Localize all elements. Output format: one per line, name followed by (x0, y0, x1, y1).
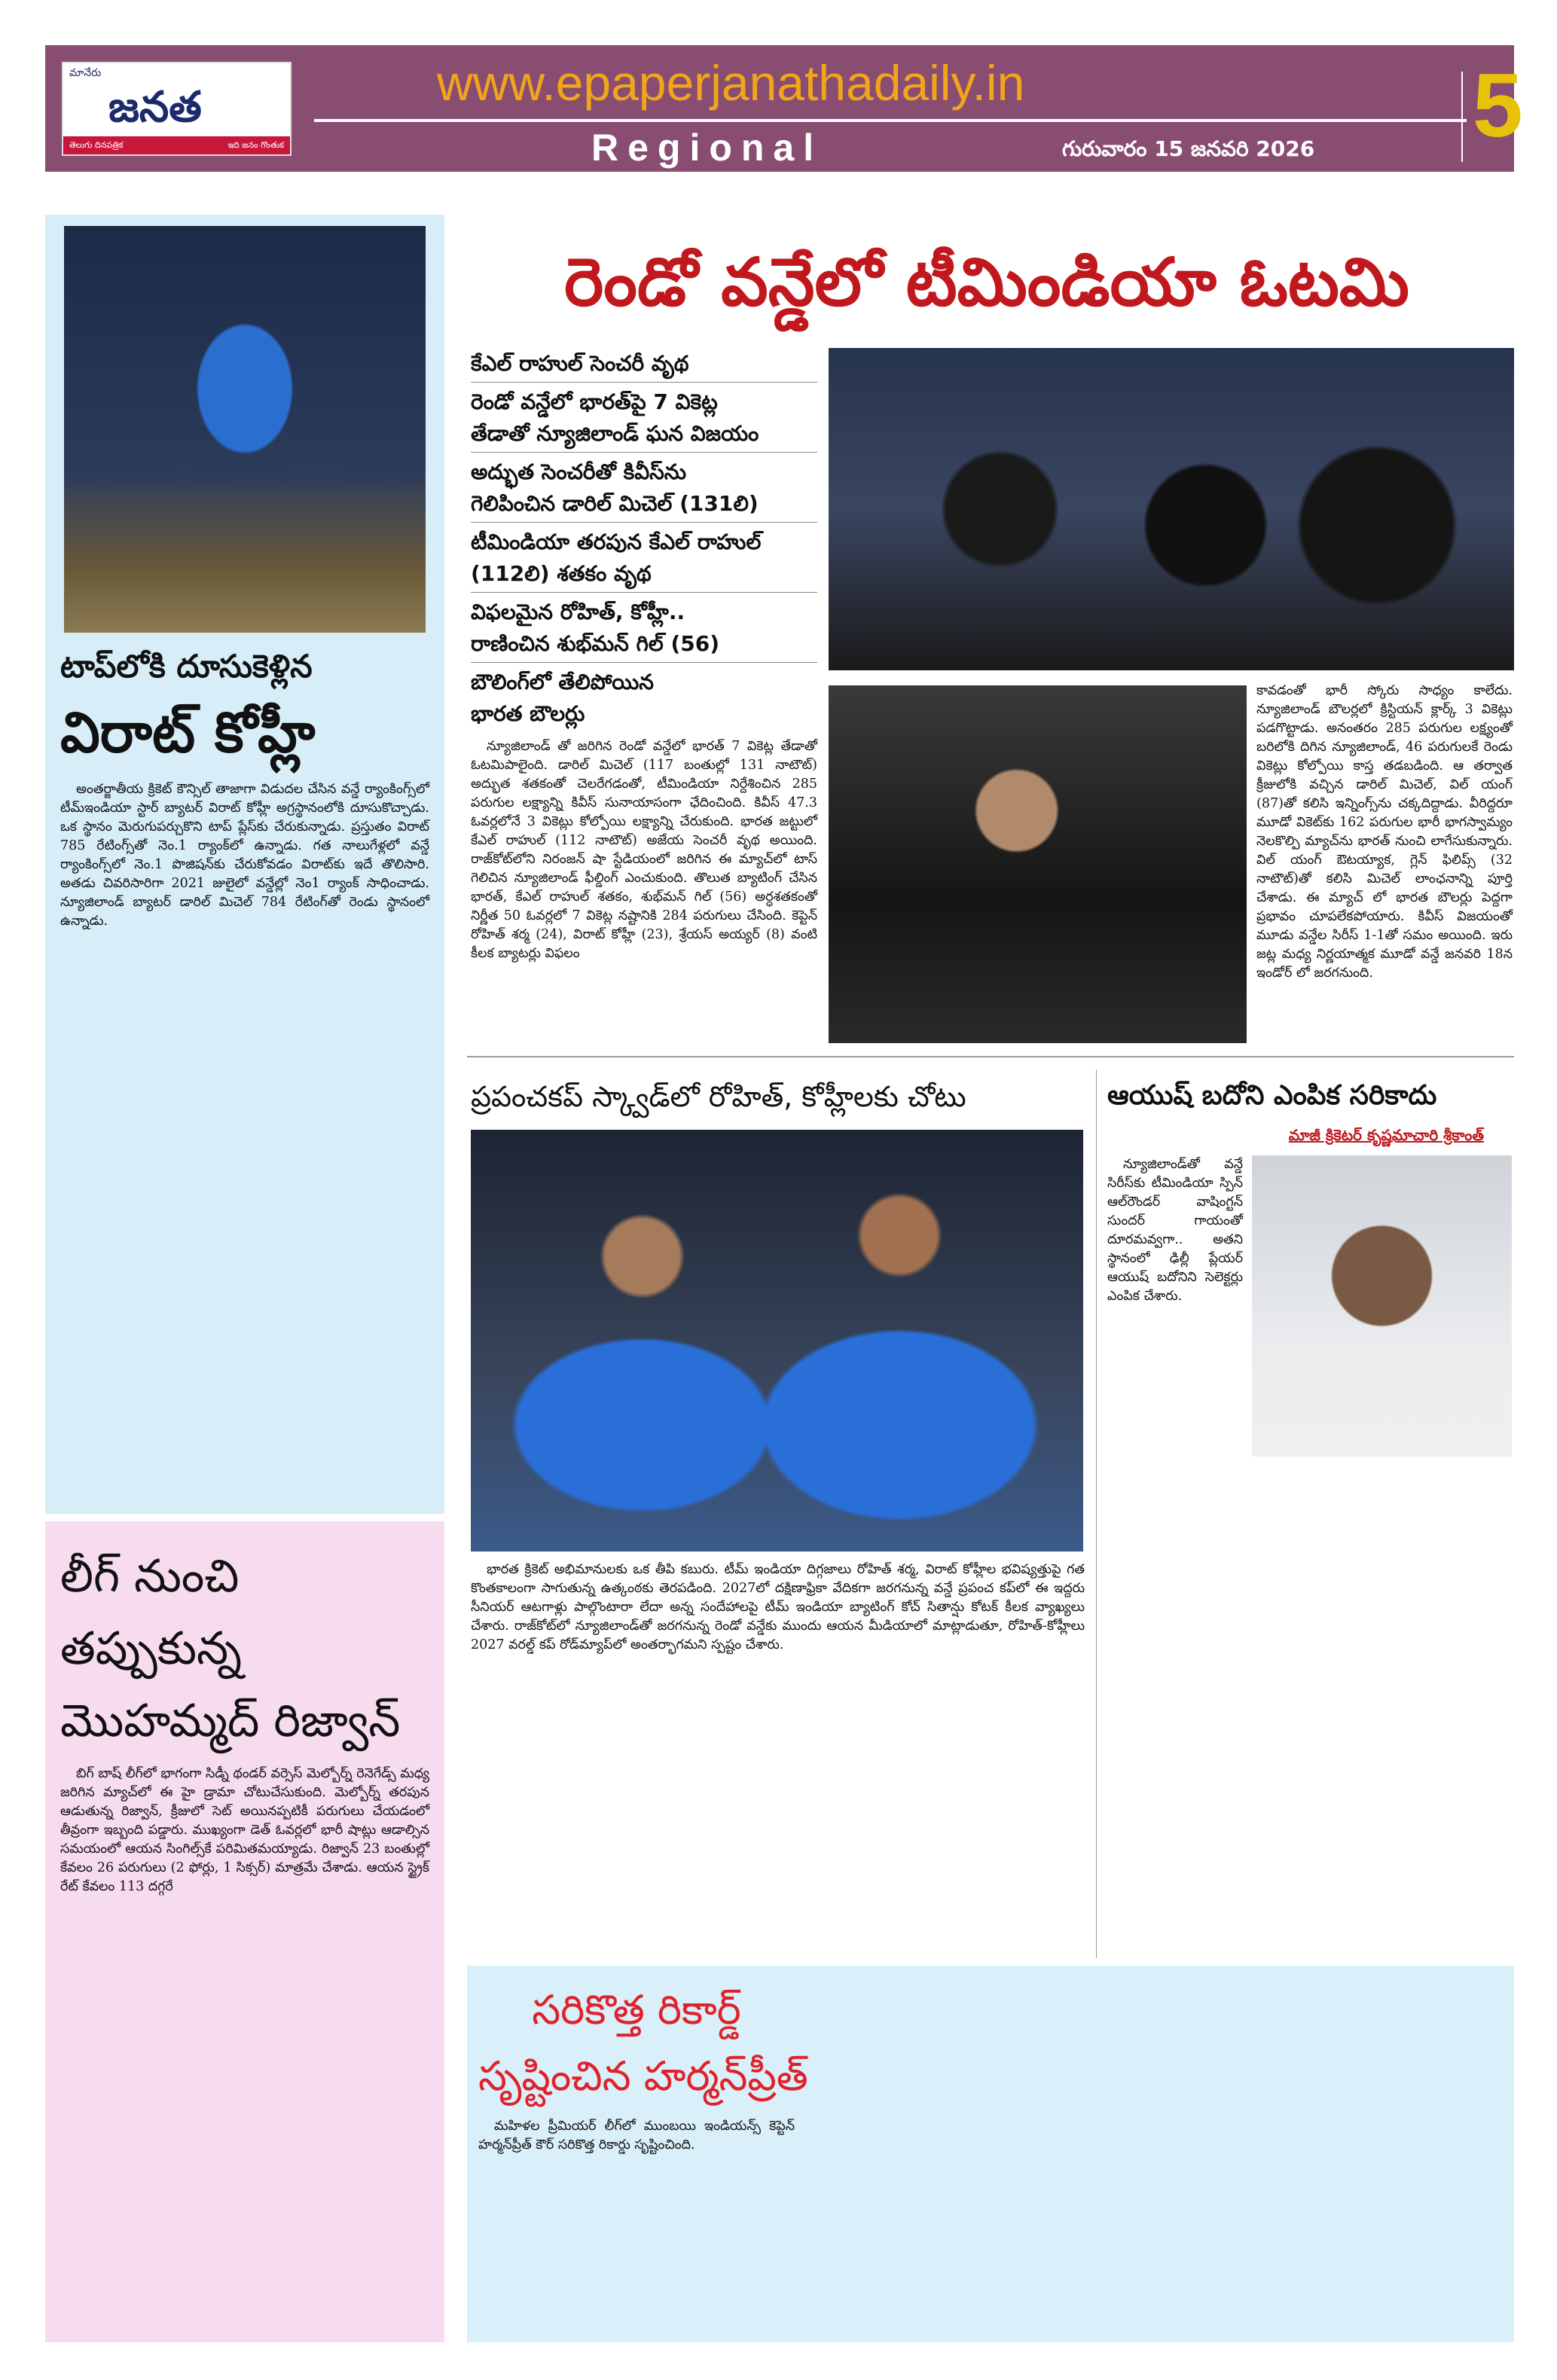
kohli-headline-2: విరాట్ కోహ్లీ (60, 700, 316, 765)
daryl-mitchell-photo (829, 685, 1247, 1043)
section-title: Regional (591, 127, 823, 169)
ayush-body: న్యూజిలాండ్‌తో వన్డే సిరీస్‌కు టీమిండియా స్పిన్ ఆల్‌రౌండర్ వాషింగ్టన్ సుందర్ గాయంతో దూరమవ్వగా.. అతని స్థానంలో ఢిల్లీ ప్లేయర్ ఆయుష్ బదోనిని సెలెక్టర్లు ఎంపిక చేశారు. (1107, 1157, 1243, 1304)
ayush-article (1107, 1069, 1514, 1457)
harmanpreet-headline-1: సరికొత్త రికార్డ్ (532, 1986, 741, 2034)
main-headline: రెండో వన్డేలో టీమిండియా ఓటమి (564, 243, 1409, 321)
kohli-batting-photo (64, 226, 426, 633)
kohli-headline-1: టాప్‌లోకి దూసుకెళ్లిన (60, 648, 313, 685)
kohli-article (45, 215, 444, 1514)
section-divider (467, 1056, 1514, 1057)
logo-name: జనత (108, 83, 202, 132)
subhead-line: బౌలింగ్‌లో తేలిపోయిన (471, 670, 654, 694)
page-number: 5 (1473, 55, 1523, 156)
harmanpreet-article (467, 1966, 1514, 2342)
rohit-kohli-photo (471, 1130, 1083, 1552)
newspaper-logo (62, 62, 292, 156)
main-body-col1: న్యూజిలాండ్ తో జరిగిన రెండో వన్డేలో భారత్ 7 వికెట్ల తేడాతో ఓటమిపాలైంది. డారిల్ మిచెల్ (117 బంతుల్లో 131 నాటౌట్) అద్భుత శతకంతో చెలరేగడంతో, టీమిండియా నిర్దేశించిన 285 పరుగుల లక్ష్యాన్ని కివీస్ సునాయాసంగా ఛేదించింది. కివీస్ 47.3 ఓవర్లలోనే 3 వికెట్లు కోల్పోయి లక్ష్యాన్ని చేరుకుంది. భారత జట్టులో కేఎల్ రాహుల్ (112 నాటౌట్) అజేయ సెంచరీ వృథ అయింది. రాజ్‌కోట్‌లోని నిరంజన్ షా స్టేడియంలో జరిగిన ఈ మ్యాచ్‌లో టాస్ గెలిచిన న్యూజిలాండ్ ఫీల్డింగ్ ఎంచుకుంది. తొలుత బ్యాటింగ్ చేసిన భారత్, కేఎల్ రాహుల్ శతకం, శుభ్‌మన్ గిల్ (56) అర్ధశతకంతో నిర్ణీత 50 ఓవర్లలో 7 వికెట్ల నష్టానికి 284 పరుగులు చేసింది. కెప్టెన్ రోహిత్ శర్మ (24), విరాట్ కోహ్లీ (23), శ్రేయస్ అయ్యర్ (8) వంటి కీలక బ్యాటర్లు విఫలం (471, 739, 817, 961)
rizwan-headline-2: మొహమ్మద్ రిజ్వాన్ (60, 1695, 401, 1747)
main-left-column (471, 348, 817, 963)
logo-tag-right: ఇది జనం గొంతుక (227, 140, 284, 150)
ayush-badoni-photo (1252, 1155, 1512, 1457)
logo-tag-left: తెలుగు దినపత్రిక (69, 140, 124, 150)
rizwan-headline-1: లీగ్ నుంచి తప్పుకున్న (60, 1550, 242, 1675)
harmanpreet-headline-2: సృష్టించిన హర్మన్‌ప్రీత్ (478, 2052, 808, 2100)
subhead-line: గెలిపించిన డారిల్ మిచెల్ (131లి) (471, 491, 759, 516)
ayush-headline: ఆయుష్ బదోని ఎంపిక సరికాదు (1107, 1080, 1437, 1111)
subhead-line: టీమిండియా తరపున కేఎల్ రాహుల్ (471, 529, 762, 554)
main-body-col2: కావడంతో భారీ స్కోరు సాధ్యం కాలేదు. న్యూజిలాండ్ బౌలర్లలో క్రిస్టియన్ క్లార్క్ 3 వికెట్లు పడగొట్టాడు. అనంతరం 285 పరుగుల లక్ష్యంతో బరిలోకి దిగిన న్యూజిలాండ్, 46 పరుగులకే రెండు వికెట్లు కోల్పోయి కాస్త తడబడింది. ఆ తర్వాత క్రీజులోకి వచ్చిన డారిల్ మిచెల్, విల్ యంగ్ (87)తో కలిసి ఇన్నింగ్స్‌ను చక్కదిద్దాడు. వీరిద్దరూ మూడో వికెట్‌కు 162 పరుగుల భారీ భాగస్వామ్యం నెలకొల్పి మ్యాచ్‌ను భారత్ నుంచి లాగేసుకున్నారు. విల్ యంగ్ ఔటయ్యాక, గ్లెన్ ఫిలిప్స్ (32 నాటౌట్)తో కలిసి మిచెల్ లాంఛనాన్ని పూర్తి చేశాడు. ఈ మ్యాచ్ లో భారత బౌలర్లు పెద్దగా ప్రభావం చూపలేకపోయారు. కివీస్ విజయంతో మూడు వన్డేల సిరీస్ 1-1తో సమం అయింది. ఇరు జట్ల మధ్య నిర్ణయాత్మక మూడో వన్డే జనవరి 18న ఇండోర్ లో జరగనుంది. (1256, 683, 1513, 981)
logo-small-text: మానేరు (69, 67, 102, 79)
column-divider (1096, 1069, 1097, 1958)
masthead-vertical-divider (1461, 72, 1463, 162)
masthead (45, 45, 1523, 172)
issue-date: గురువారం 15 జనవరి 2026 (1062, 136, 1315, 161)
rizwan-body: బిగ్ బాష్ లీగ్‌లో భాగంగా సిడ్నీ థండర్ వర్సెస్ మెల్బోర్న్ రెనెగేడ్స్ మధ్య జరిగిన మ్యాచ్‌లో ఈ హై డ్రామా చోటుచేసుకుంది. మెల్బోర్న్ తరపున ఆడుతున్న రిజ్వాన్, క్రీజులో సెట్ అయినప్పటికీ పరుగులు చేయడంలో తీవ్రంగా ఇబ్బంది పడ్డారు. ముఖ్యంగా డెత్ ఓవర్లలో భారీ షాట్లు ఆడాల్సిన సమయంలో ఆయన సింగిల్స్‌కే పరిమితమయ్యాడు. రిజ్వాన్ 23 బంతుల్లో కేవలం 26 పరుగులు (2 ఫోర్లు, 1 సిక్సర్) మాత్రమే చేశాడు. ఆయన స్ట్రైక్ రేట్ కేవలం 113 దగ్గరే (60, 1766, 429, 1894)
worldcup-article (471, 1069, 1085, 1655)
kohli-body: అంతర్జాతీయ క్రికెట్ కౌన్సిల్ తాజాగా విడుదల చేసిన వన్డే ర్యాంకింగ్స్‌లో టీమ్ఇండియా స్టార్ బ్యాటర్ విరాట్ కోహ్లీ అగ్రస్థానంలోకి దూసుకొచ్చాడు. ఒక స్థానం మెరుగుపర్చుకొని టాప్ ప్లేస్‌కు చేరుకున్నాడు. ప్రస్తుతం విరాట్ 785 రేటింగ్స్‌తో నెం.1 ర్యాంక్‌లో ఉన్నాడు. గత నాలుగేళ్లలో వన్డే ర్యాంకింగ్స్‌లో నెం.1 పొజిషన్‌కు చేరుకోవడం విరాట్‌కు ఇదే తొలిసారి. అతడు చివరిసారిగా 2021 జులైలో వన్డేల్లో నెం1 ర్యాంక్ సాధించాడు. న్యూజిలాండ్ బ్యాటర్ డారిల్ మిచెల్ 784 రేటింగ్‌తో రెండు స్థానంలో ఉన్నాడు. (60, 782, 429, 929)
masthead-divider (314, 119, 1467, 122)
rizwan-article (45, 1521, 444, 2342)
ayush-byline: మాజీ క్రికెటర్ కృష్ణమాచారి శ్రీకాంత్ (1288, 1126, 1484, 1144)
subhead-line: రెండో వన్డేలో భారత్‌పై 7 వికెట్ల (471, 389, 718, 414)
new-zealand-celebration-photo (829, 348, 1514, 670)
website-url[interactable]: www.epaperjanathadaily.in (437, 55, 1025, 111)
worldcup-headline: ప్రపంచకప్ స్క్వాడ్‌లో రోహిత్, కోహ్లీలకు చోటు (471, 1080, 966, 1113)
subhead-line: తేడాతో న్యూజిలాండ్ ఘన విజయం (471, 421, 759, 446)
subhead-line: భారత బౌలర్లు (471, 701, 585, 726)
worldcup-body: భారత క్రికెట్ అభిమానులకు ఒక తీపి కబురు. టీమ్ ఇండియా దిగ్గజాలు రోహిత్ శర్మ, విరాట్ కోహ్లీల భవిష్యత్తుపై గత కొంతకాలంగా సాగుతున్న ఉత్కంఠకు తెరపడింది. 2027లో దక్షిణాఫ్రికా వేదికగా జరగనున్న వన్డే ప్రపంచ కప్‌లో ఈ ఇద్దరు సీనియర్ ఆటగాళ్లు పాల్గొంటారా లేదా అన్న సందేహాలపై టీమ్ ఇండియా బ్యాటింగ్ కోచ్ సితాన్షు కోటక్ కీలక వ్యాఖ్యలు చేశారు. రాజ్‌కోట్‌లో న్యూజిలాండ్‌తో జరగనున్న రెండో వన్డేకు ముందు ఆయన మీడియాలో మాట్లాడుతూ, రోహిత్-కోహ్లీలు 2027 వరల్డ్ కప్ రోడ్‌మ్యాప్‌లో అంతర్భాగమని స్పష్టం చేశారు. (471, 1562, 1085, 1652)
subhead-line: రాణించిన శుభ్‌మన్ గిల్ (56) (471, 631, 720, 656)
subhead-line: విఫలమైన రోహిత్, కోహ్లీ.. (471, 600, 685, 624)
subhead-line: (112లి) శతకం వృథ (471, 561, 652, 586)
harmanpreet-body: మహిళల ప్రీమియర్ లీగ్‌లో ముంబయి ఇండియన్స్ కెప్టెన్ హర్మన్‌ప్రీత్ కౌర్ సరికొత్త రికార్డు సృష్టించింది. (478, 2119, 795, 2153)
subhead-line: కేఎల్ రాహుల్ సెంచరీ వృథ (471, 351, 689, 376)
main-subheads (471, 348, 817, 737)
subhead-line: అద్భుత సెంచరీతో కివీస్‌ను (471, 459, 687, 484)
